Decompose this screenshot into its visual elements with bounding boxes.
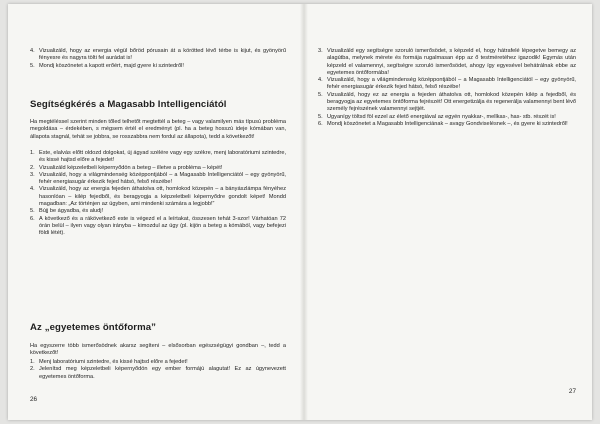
list-item-text: Mondj köszönetet a Magasabb Intelligenciának – avagy Gondviselésnek –, és gyere ki szintedről! xyxy=(327,120,568,127)
page-number-right: 27 xyxy=(568,388,576,395)
list-item xyxy=(318,77,576,92)
list-item-text: Ugyanígy töltsd föl ezzel az élető energiával az egyén nyakkar-, mellkas-, has- stb. részét is! xyxy=(327,113,556,120)
right-page xyxy=(318,4,576,420)
list-item-number: 5. xyxy=(30,208,35,215)
list-item xyxy=(30,150,286,165)
list-item xyxy=(30,366,286,381)
list-item-text: Mondj köszönetet a kapott erőért, majd gyere ki szintedről! xyxy=(39,62,184,69)
page-number-left: 26 xyxy=(30,396,38,403)
list-item-number: 3. xyxy=(318,48,323,54)
list-item xyxy=(30,216,286,238)
mold-steps-list xyxy=(30,359,286,381)
list-item-text: Vizualizáld képzeletbeli képernyődön a beteg – illetve a probléma – képét! xyxy=(39,164,223,171)
list-item-text: Vizualizáld, hogy az energia fejeden áthatolva ott, homlokod közepén – a bányászlámpa fényéhez hasonlóan – kilép fejedből, és beragyogja a képzeletbeli képernyődre gondolt képet! Mondd magadban: „Az történjen az ügyben, ami mindenki számára a legjobb!” xyxy=(39,186,286,208)
list-item-text: Vizualizáld, hogy a világmindenség középpontjából – a Magasabb Intelligenciától – egy gyönyörű, fehér energiasugár érkezik fejed hátsó, felső részébe! xyxy=(327,77,576,91)
list-item-number: 6. xyxy=(318,120,323,127)
list-item-number: 5. xyxy=(318,113,323,120)
list-item xyxy=(318,48,576,77)
list-item xyxy=(30,48,286,63)
help-steps-list xyxy=(30,150,286,238)
section-title-mold: Az „egyetemes öntőforma” xyxy=(30,322,157,333)
list-item-text: A következő és a rákövetkező este is végezd el a leírtakat, összesen tehát 3-szor! Várhatóan 72 órán belül – ilyen vagy olyan irányba – kimozdul az ügy (pl. kijön a beteg a kómából, vagy befejezi földi létét). xyxy=(39,215,286,237)
list-item-text: Vizualizáld, hogy ez az energia a fejeden áthatolva ott, homlokod közepén kilép a fejedből, és beragyogja az egyetemes öntőforma fejrészét! Ott energetizálja és regenerálja valamennyi bent lévő személy fejrészének valamennyi sejtjét. xyxy=(327,91,576,113)
section-title-help: Segítségkérés a Magasabb Intelligenciától xyxy=(30,99,227,110)
list-item-number: 3. xyxy=(30,171,35,178)
list-item-number: 5. xyxy=(30,62,35,69)
book-gutter xyxy=(300,4,308,420)
list-item xyxy=(318,114,576,121)
list-item xyxy=(318,121,576,128)
list-item xyxy=(318,92,576,114)
list-item-number: 1. xyxy=(30,359,35,365)
list-item-number: 2. xyxy=(30,164,35,171)
right-steps-list xyxy=(318,48,576,128)
list-item-text: Jelenítsd meg képzeletbeli képernyődön egy ember formájú alagutat! Ez az úgynevezett egyetemes öntőforma. xyxy=(39,366,286,380)
list-item xyxy=(30,172,286,187)
left-top-list xyxy=(30,48,286,70)
list-item-number: 4. xyxy=(318,77,323,84)
book-spread xyxy=(8,4,592,420)
list-item-text: Vizualizáld, hogy az energia végül bőröd pórusain át a körötted lévő térbe is kijut, és gyönyörű fényesre és nagyra tölti fel aurádat is! xyxy=(39,48,286,62)
list-item xyxy=(30,63,286,70)
list-item-number: 4. xyxy=(30,48,35,54)
left-page xyxy=(30,4,286,420)
list-item xyxy=(30,359,286,366)
list-item-number: 5. xyxy=(318,91,323,98)
list-item-number: 6. xyxy=(30,215,35,222)
list-item-number: 2. xyxy=(30,366,35,373)
list-item-text: Vizualizáld egy segítségre szoruló ismerősödet, s képzeld el, hogy hátrafelé lépegetve bemegy az alagútba, melynek mérete és formája rugalmasan épp az ő testméretéhez igazodik! Egymás után képzeld el valamennyi, segítségre szoruló ismerősödet, ahogy így egyesével behátrálnak ebbe az egyetemes öntőformába! xyxy=(327,48,576,76)
list-item-text: Bújj be ágyadba, és aludj! xyxy=(39,208,104,215)
list-item xyxy=(30,165,286,172)
list-item-text: Vizualizáld, hogy a világmindenség középpontjából – a Magasabb Intelligenciától – egy gyönyörű, fehér energiasugár érkezik fejed hátsó, felső részébe! xyxy=(39,171,286,186)
list-item xyxy=(30,186,286,208)
list-item-number: 1. xyxy=(30,150,35,156)
list-item xyxy=(30,208,286,215)
section-intro-help: Ha megtéléssel szerint minden tőled telhetőt megtettél a beteg – vagy valamilyen más típusú probléma megoldása – érdekében, s mégsem értél el eredményt (pl. ha a beteg hosszú ideje kómában van, állapota stagnál, tehát se jobbra, se rosszabbra nem fordul az állapota), tedd a következőt! xyxy=(30,119,286,140)
list-item-text: Este, elalvás előtt oldozd dolgokat, új ágyad szélére vagy egy székre, menj laboratóriumi szintedre, és kissé hajtsd előre a fejedet! xyxy=(39,150,286,164)
list-item-number: 4. xyxy=(30,186,35,193)
list-item-text: Menj laboratóriumi szintedre, és kissé hajtsd előre a fejedet! xyxy=(39,359,188,365)
section-intro-mold: Ha egyszerre több ismerősödnek akarsz segíteni – elsősorban egészségügyi gondban –, tedd a következőt! xyxy=(30,343,286,357)
